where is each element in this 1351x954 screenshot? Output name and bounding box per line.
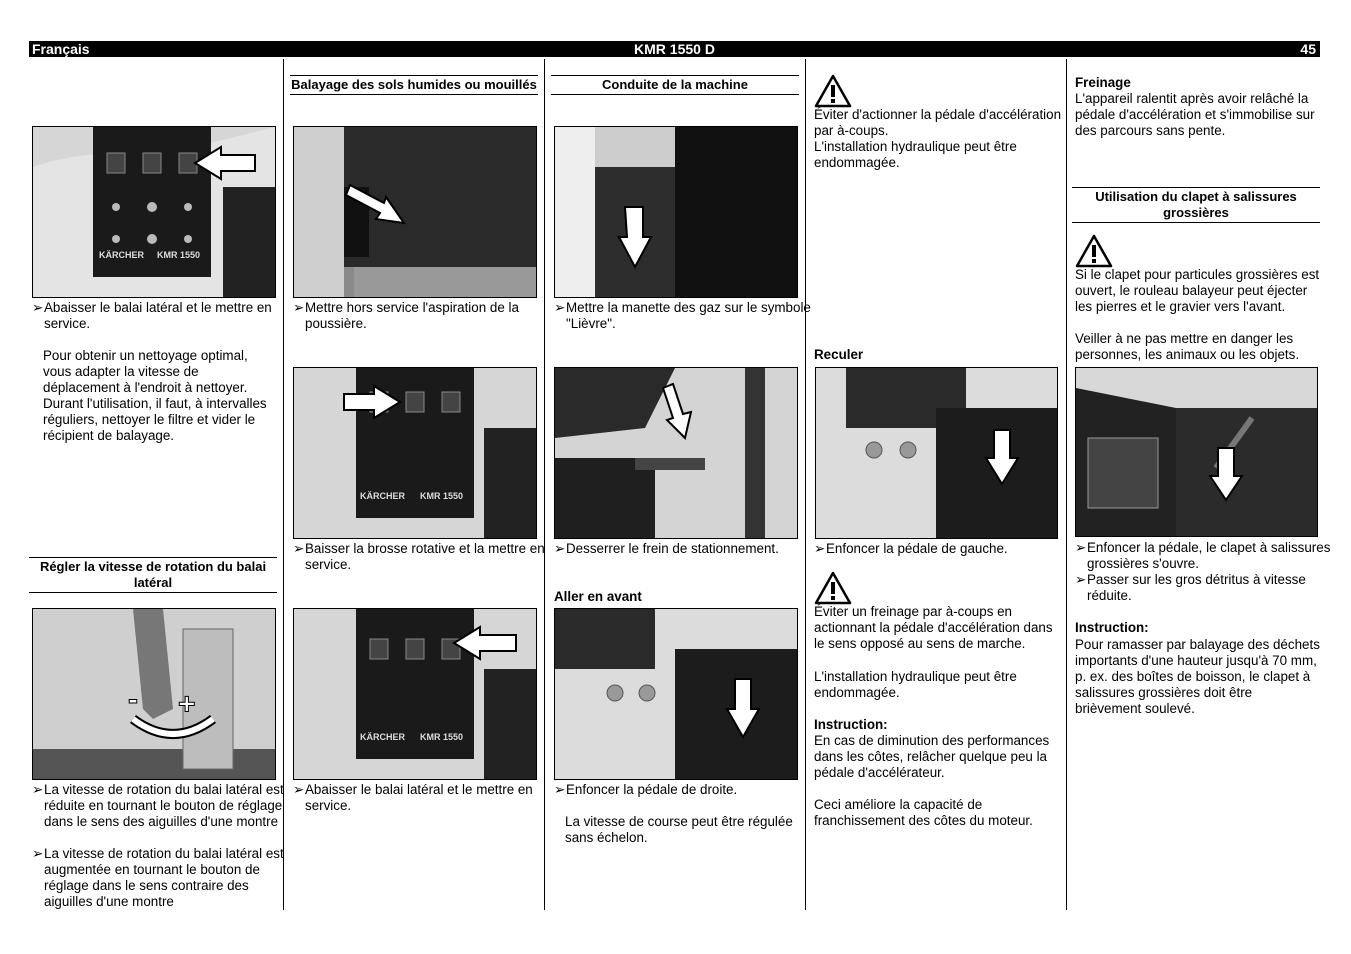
list-item: ➢ Abaisser le balai latéral et le mettre en service. <box>293 782 533 813</box>
warning-text: Éviter un freinage par à-coups en actionnant la pédale d'accélération dans le sens opposé au sens de marche. <box>814 604 1053 651</box>
svg-text:-: - <box>128 683 138 716</box>
body-text: Durant l'utilisation, il faut, à intervalles réguliers, nettoyer le filtre et vider le récipient de balayage. <box>43 396 267 443</box>
body-text: La vitesse de course peut être régulée sans échelon. <box>565 814 793 845</box>
section-title: Utilisation du clapet à salissures grossières <box>1072 187 1320 223</box>
list-item: ➢ La vitesse de rotation du balai latéral est augmentée en tournant le bouton de réglage dans le sens contraire des aiguilles d'une montre <box>32 846 284 909</box>
body-text: Ceci améliore la capacité de franchissement des côtes du moteur. <box>814 797 1033 828</box>
list-item: ➢ Passer sur les gros détritus à vitesse réduite. <box>1075 572 1306 603</box>
body-text: Pour ramasser par balayage des déchets importants d'une hauteur jusqu'à 70 mm, p. ex. des boîtes de boisson, le clapet à salissures grossières doit être brièvement soulevé. <box>1075 637 1320 716</box>
list-item: ➢ Enfoncer la pédale de droite. <box>554 782 738 797</box>
parking-brake-photo <box>554 367 798 539</box>
header-model: KMR 1550 D <box>634 41 715 57</box>
svg-text:KMR 1550: KMR 1550 <box>420 732 464 742</box>
svg-text:KÄRCHER: KÄRCHER <box>360 491 405 501</box>
column-divider <box>1066 59 1067 910</box>
subheading: Freinage <box>1075 75 1131 90</box>
list-item: ➢ Mettre la manette des gaz sur le symbole "Lièvre". <box>554 300 811 331</box>
body-text: L'appareil ralentit après avoir relâché la pédale d'accélération et s'immobilise sur des parcours sans pente. <box>1075 91 1315 138</box>
header-page-number: 45 <box>1300 41 1316 57</box>
header-language: Français <box>32 41 90 57</box>
warning-text: Éviter d'actionner la pédale d'accélération par à-coups. <box>814 107 1062 138</box>
right-pedal-photo <box>554 608 798 780</box>
svg-text:KMR 1550: KMR 1550 <box>420 491 464 501</box>
subheading: Instruction: <box>1075 620 1149 635</box>
list-item: ➢ Abaisser le balai latéral et le mettre en service. <box>32 300 272 331</box>
list-item: ➢ Mettre hors service l'aspiration de la poussière. <box>293 300 519 331</box>
control-panel-photo <box>293 367 537 539</box>
left-pedal-photo <box>815 367 1058 539</box>
body-text: Pour obtenir un nettoyage optimal, vous adapter la vitesse de déplacement à l'endroit à nettoyer. <box>43 348 248 395</box>
warning-text: Si le clapet pour particules grossières est ouvert, le rouleau balayeur peut éjecter les pierres et le gravier vers l'avant. <box>1075 267 1320 314</box>
list-item: ➢ Enfoncer la pédale de gauche. <box>814 541 1008 556</box>
throttle-photo <box>554 126 798 298</box>
dust-suction-photo <box>293 126 537 298</box>
list-item: ➢ Desserrer le frein de stationnement. <box>554 541 779 556</box>
dirt-flap-pedal-photo <box>1075 367 1318 537</box>
subheading: Instruction: <box>814 717 888 732</box>
control-panel-photo <box>32 126 276 298</box>
list-item: ➢ Baisser la brosse rotative et la mettre en service. <box>293 541 545 572</box>
svg-text:+: + <box>178 688 196 721</box>
warning-text: Veiller à ne pas mettre en danger les personnes, les animaux ou les objets. <box>1075 331 1300 362</box>
panel-model: KMR 1550 <box>157 250 201 260</box>
body-text: En cas de diminution des performances dans les côtes, relâcher quelque peu la pédale d'accélérateur. <box>814 733 1050 780</box>
section-title: Balayage des sols humides ou mouillés <box>290 75 538 95</box>
control-panel-photo <box>293 608 537 780</box>
svg-text:KÄRCHER: KÄRCHER <box>360 732 405 742</box>
section-title: Conduite de la machine <box>551 75 799 95</box>
warning-text: L'installation hydraulique peut être endommagée. <box>814 139 1017 170</box>
panel-brand: KÄRCHER <box>99 250 144 260</box>
section-title: Régler la vitesse de rotation du balai latéral <box>29 557 277 593</box>
subheading: Reculer <box>814 347 864 362</box>
list-item: ➢ Enfoncer la pédale, le clapet à salissures grossières s'ouvre. <box>1075 540 1331 571</box>
subheading: Aller en avant <box>554 589 642 604</box>
page-header <box>29 41 1320 57</box>
list-item: ➢ La vitesse de rotation du balai latéral est réduite en tournant le bouton de réglage dans le sens des aiguilles d'une montre <box>32 782 284 829</box>
warning-text: L'installation hydraulique peut être endommagée. <box>814 669 1017 700</box>
adjustment-knob-photo <box>32 608 276 780</box>
